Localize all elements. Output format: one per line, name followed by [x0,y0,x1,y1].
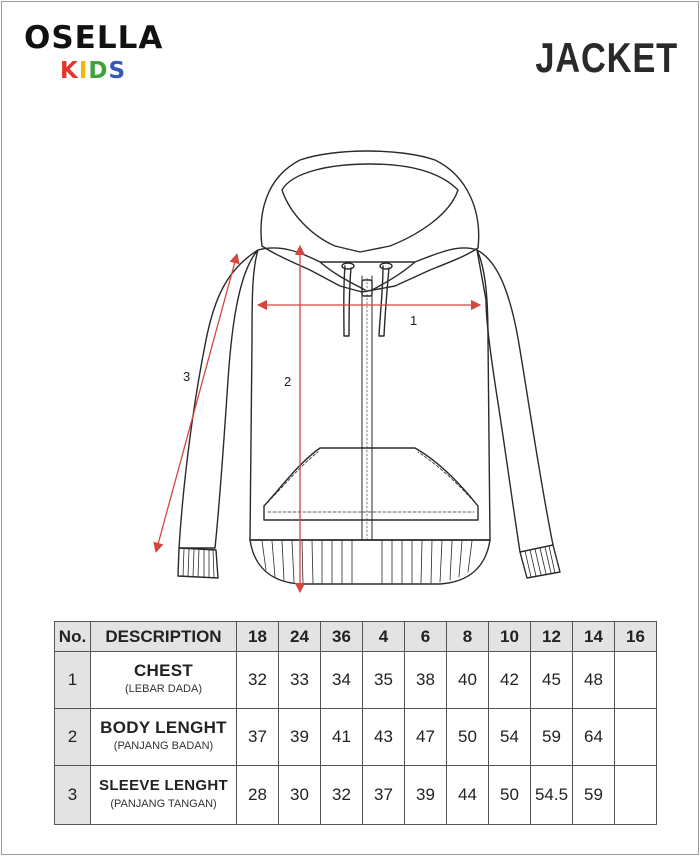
row-description [91,652,237,709]
header-cell: 12 [531,622,573,652]
header-cell: 8 [447,622,489,652]
description-sub: (PANJANG BADAN) [113,740,214,752]
size-value: 43 [363,709,405,766]
size-value: 44 [447,766,489,825]
size-value [615,652,657,709]
left-sleeve [179,250,258,548]
size-value: 38 [405,652,447,709]
size-value: 37 [363,766,405,825]
size-value: 32 [237,652,279,709]
hood-inner [282,164,458,252]
size-value: 54.5 [531,766,573,825]
table-row [55,709,657,766]
brand-sub-letter: I [78,58,89,84]
drawstring-right [379,266,389,336]
size-value: 59 [531,709,573,766]
size-value: 50 [447,709,489,766]
header-cell: 6 [405,622,447,652]
row-number: 2 [55,709,91,766]
description-name: BODY LENGHT [100,718,227,737]
jacket-technical-drawing [0,140,700,600]
size-value: 64 [573,709,615,766]
brand-sub-letter: S [108,58,127,84]
size-value: 59 [573,766,615,825]
hood [261,151,479,292]
size-value: 40 [447,652,489,709]
size-value: 48 [573,652,615,709]
header-cell: 4 [363,622,405,652]
header-cell: 10 [489,622,531,652]
description-name: SLEEVE LENGHT [99,777,228,794]
chest-measure-label: 1 [410,313,418,328]
sleeve-length-measure-label: 3 [183,369,191,384]
description-sub: (LEBAR DADA) [124,683,203,695]
header-cell: 16 [615,622,657,652]
size-value: 39 [405,766,447,825]
drawstring-left [344,266,351,336]
size-value: 47 [405,709,447,766]
size-value: 39 [279,709,321,766]
size-chart-table [54,621,657,825]
sleeve-length-measure-line [157,258,236,548]
size-value: 34 [321,652,363,709]
header-cell: DESCRIPTION [91,622,237,652]
header-cell: 18 [237,622,279,652]
waistband [250,540,490,584]
table-row [55,652,657,709]
size-value [615,709,657,766]
body-length-measure-label: 2 [284,374,292,389]
size-value: 28 [237,766,279,825]
header-cell: 24 [279,622,321,652]
size-value: 32 [321,766,363,825]
brand-sub-letter: D [88,58,109,84]
size-value [615,766,657,825]
size-value: 30 [279,766,321,825]
brand-sub-kids [60,58,126,84]
header-cell: No. [55,622,91,652]
header-cell: 36 [321,622,363,652]
brand-logo [24,20,164,84]
page-title: JACKET [535,34,678,81]
size-value: 33 [279,652,321,709]
size-value: 37 [237,709,279,766]
jacket-body [250,248,490,540]
size-value: 35 [363,652,405,709]
brand-sub-letter: K [60,58,79,84]
row-description [91,766,237,825]
size-value: 54 [489,709,531,766]
row-number: 1 [55,652,91,709]
size-value: 50 [489,766,531,825]
brand-name: OSELLA [24,20,164,56]
description-sub: (PANJANG TANGAN) [110,798,217,810]
description-name: CHEST [133,661,194,680]
size-value: 42 [489,652,531,709]
table-row [55,766,657,825]
header-cell: 14 [573,622,615,652]
right-cuff [520,545,560,578]
row-number: 3 [55,766,91,825]
row-description [91,709,237,766]
kangaroo-pocket [264,448,478,520]
size-value: 41 [321,709,363,766]
size-value: 45 [531,652,573,709]
table-header-row [55,622,657,652]
